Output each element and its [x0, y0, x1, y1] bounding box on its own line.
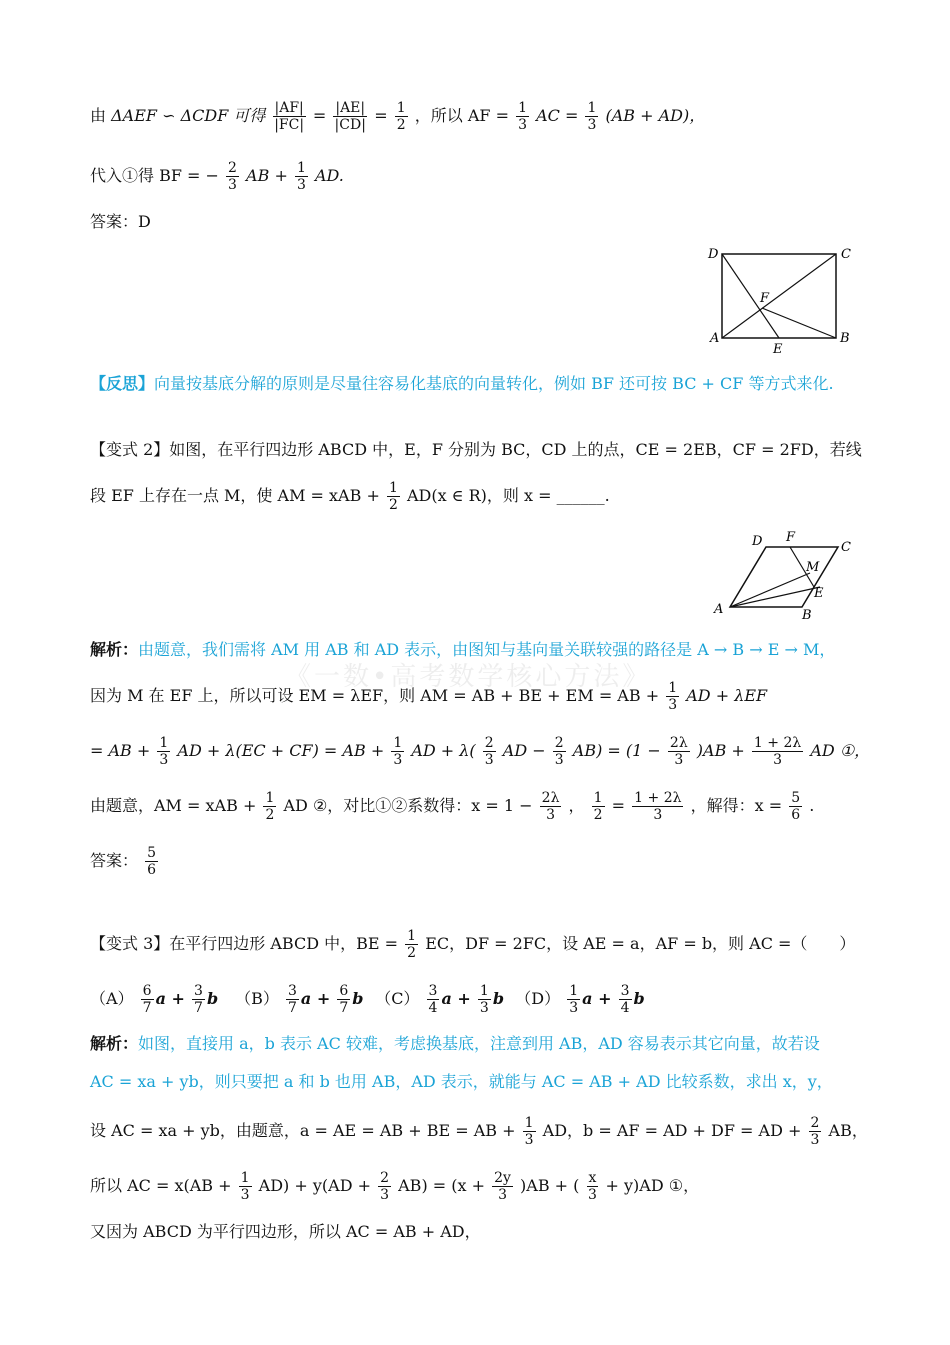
option-B[interactable]: （B） $\frac{3}{7}$ a + $\frac{6}{7}$ b [235, 983, 364, 1016]
option-C[interactable]: （C） $\frac{3}{4}$ a + $\frac{1}{3}$ b [375, 983, 504, 1016]
variant3-options [90, 983, 650, 1016]
fraction: $\frac{1}{3}$ [668, 680, 678, 713]
variant3-analysis-line1: 解析：如图，直接用 a，b 表示 AC 较难，考虑换基底，注意到用 AB，AD 容易表示其它向量，故若设 [90, 1034, 820, 1053]
answer-2: 答案： $\frac{5}{6}$ [90, 845, 157, 878]
variant3-line4: 所以 AC = x(AB + $\frac{1}{3}$ AD) + y(AD + $\frac{2}{3}$ AB) = (x + $\frac{2y}{3}$ )AB + ( $\frac{x}{3}$ + y)AD ①， [90, 1170, 700, 1203]
label-M: M [806, 560, 820, 575]
figure-parallelogram [710, 525, 860, 625]
figure-rectangle [700, 240, 860, 360]
answer-1: 答案：D [90, 212, 151, 231]
label-D: D [708, 247, 719, 262]
label-F: F [760, 291, 770, 306]
variant3-line3: 设 AC = xa + yb，由题意，a = AE = AB + BE = AB + $\frac{1}{3}$ AD，b = AF = AD + DF = AD + $\frac{2}{3}$ AB， [90, 1115, 868, 1148]
label-B: B [802, 608, 812, 623]
label-E: E [773, 342, 783, 357]
variant2-question-line2: 段 EF 上存在一点 M，使 AM = xAB + $\frac{1}{2}$ AD(x ∈ R)，则 x = ______. [90, 480, 610, 513]
variant2-question-line1: 【变式 2】如图，在平行四边形 ABCD 中，E，F 分别为 BC，CD 上的点，CE = 2EB，CF = 2FD，若线 [90, 440, 862, 459]
variant-tag: 【变式 3】 [90, 934, 170, 953]
fraction: $\frac{1}{3}$ [296, 160, 306, 193]
watermark: 《一数•高考数学核心方法》 [285, 662, 652, 692]
label-C: C [841, 540, 851, 555]
variant3-analysis-line2: AC = xa + yb，则只要把 a 和 b 也用 AB，AD 表示，就能与 AC = AB + AD 比较系数，求出 x，y， [90, 1072, 833, 1091]
text: 由 [90, 106, 107, 125]
fraction: $\frac{1}{3}$ [587, 100, 597, 133]
variant2-line-b: 因为 M 在 EF 上，所以可设 EM = λEF，则 AM = AB + BE + EM = AB + $\frac{1}{3}$ AD + λEF [90, 680, 768, 713]
reflection-tag: 【反思】 [90, 374, 155, 393]
fraction: $\frac{1}{2}$ [388, 480, 398, 513]
text: ΔAEF ∽ ΔCDF 可得 [111, 106, 266, 125]
derivation-line-1: 由 ΔAEF ∽ ΔCDF 可得 $\frac{|AF|}{|FC|}$ = $\frac{|AE|}{|CD|}$ = $\frac{1}{2}$ ，所以 AF = $\frac{1}{3}$ AC = $\frac{1}{3}$ (AB + AD)， [90, 100, 706, 133]
variant3-line5: 又因为 ABCD 为平行四边形，所以 AC = AB + AD， [90, 1222, 481, 1241]
label-A: A [710, 331, 720, 346]
variant2-line-d: 由题意，AM = xAB + $\frac{1}{2}$ AD ②，对比①②系数得：x = 1 − $\frac{2\lambda}{3}$ ， $\frac{1}{2}$ = $\frac{1 + 2\lambda}{3}$ ，解得：x = $\frac{5}{6}$ . [90, 790, 815, 823]
analysis-tag: 解析： [90, 1034, 139, 1053]
fraction: $\frac{1}{2}$ [396, 100, 406, 133]
label-A: A [714, 602, 724, 617]
variant2-analysis-line1: 解析：由题意，我们需将 AM 用 AB 和 AD 表示，由图知与基向量关联较强的路径是 A → B → E → M， [90, 640, 836, 659]
label-E: E [814, 586, 824, 601]
reflection-text: 向量按基底分解的原则是尽量往容易化基底的向量转化，例如 BF 还可按 BC + CF 等方式来化. [154, 374, 834, 393]
fraction: $\frac{|AE|}{|CD|}$ [334, 100, 366, 133]
fraction: $\frac{2}{3}$ [228, 160, 237, 193]
option-A[interactable]: （A） $\frac{6}{7}$ a + $\frac{3}{7}$ b [90, 983, 219, 1016]
option-D[interactable]: （D） $\frac{1}{3}$ a + $\frac{3}{4}$ b [515, 983, 645, 1016]
fraction: $\frac{|AF|}{|FC|}$ [274, 100, 305, 133]
label-B: B [840, 331, 850, 346]
variant-tag: 【变式 2】 [90, 440, 170, 459]
label-C: C [841, 247, 851, 262]
label-F: F [786, 530, 796, 545]
analysis-tag: 解析： [90, 640, 139, 659]
fraction: $\frac{1}{3}$ [518, 100, 527, 133]
variant3-question: 【变式 3】在平行四边形 ABCD 中，BE = $\frac{1}{2}$ EC，DF = 2FC，设 AE = a，AF = b，则 AC =（ ） [90, 928, 856, 961]
variant2-line-c: = AB + $\frac{1}{3}$ AD + λ(EC + CF) = AB + $\frac{1}{3}$ AD + λ( $\frac{2}{3}$ AD − $\frac{2}{3}$ AB) = (1 − $\frac{2\lambda}{3}$ )AB + $\frac{1 + 2\lambda}{3}$ AD ①， [90, 735, 871, 768]
derivation-line-2: 代入①得 BF = − $\frac{2}{3}$ AB + $\frac{1}{3}$ AD. [90, 160, 344, 193]
label-D: D [752, 534, 763, 549]
reflection [90, 372, 834, 396]
